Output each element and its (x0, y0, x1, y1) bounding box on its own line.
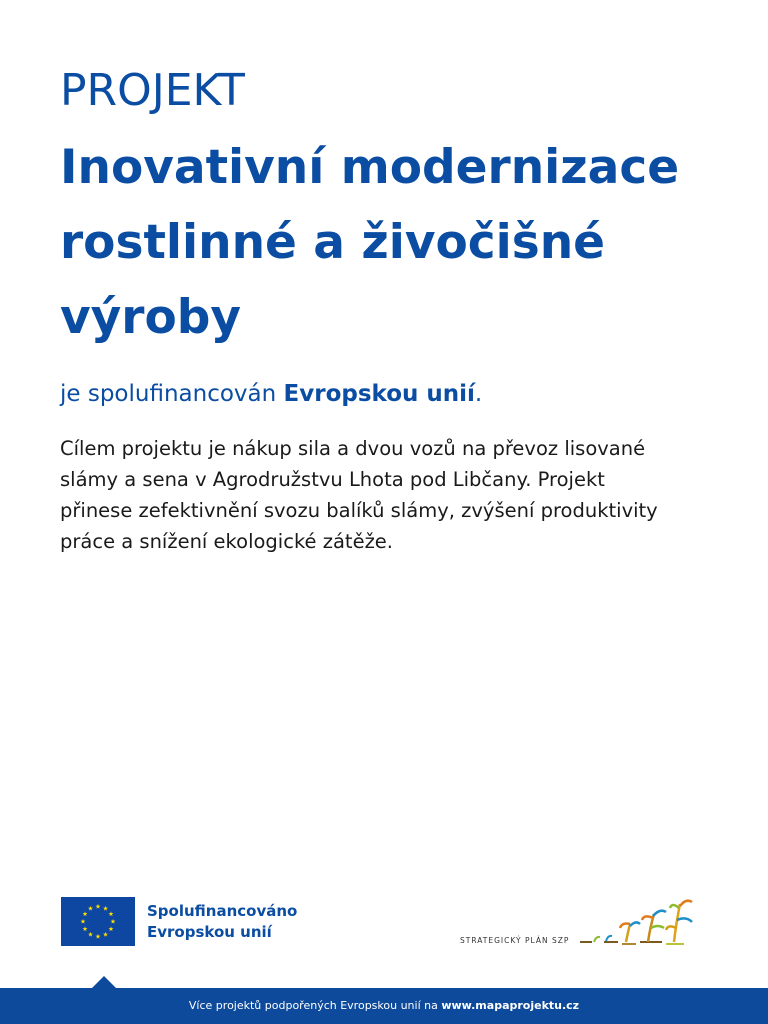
footer-text: Více projektů podpořených Evropskou unií na (188, 999, 442, 1012)
footer-bar (0, 988, 768, 1024)
cofinancing-statement (60, 377, 720, 411)
project-description (60, 433, 720, 557)
eu-logo-line1: Spolufinancováno (147, 901, 298, 920)
description-line: Cílem projektu je nákup sila a dvou vozů na převoz lisované (60, 437, 646, 460)
project-title (60, 130, 720, 355)
strategic-plan-label: STRATEGICKÝ PLÁN SZP (460, 936, 570, 945)
cofinancing-suffix: . (474, 381, 483, 407)
poster-content (60, 62, 720, 557)
eu-cofunded-logo (61, 897, 297, 946)
eu-logo-text (147, 901, 297, 943)
project-label: PROJEKT (60, 65, 245, 116)
sprouts-icon (578, 894, 702, 948)
title-line: Inovativní modernizace (60, 140, 680, 195)
eu-flag-icon (61, 897, 135, 946)
cofinancing-prefix: je spolufinancován (60, 381, 284, 407)
eu-logo-line2: Evropskou unií (147, 922, 272, 941)
title-line: výroby (60, 290, 242, 345)
footer-link[interactable]: www.mapaprojektu.cz (441, 999, 580, 1012)
description-line: přinese zefektivnění svozu balíků slámy, zvýšení produktivity (60, 499, 658, 522)
title-line: rostlinné a živočišné (60, 215, 606, 270)
description-line: práce a snížení ekologické zátěže. (60, 530, 393, 553)
description-line: slámy a sena v Agrodružstvu Lhota pod Libčany. Projekt (60, 468, 605, 491)
strategic-plan-logo (460, 894, 710, 950)
cofinancing-bold: Evropskou unií (283, 381, 475, 407)
footer-notch (92, 976, 116, 988)
